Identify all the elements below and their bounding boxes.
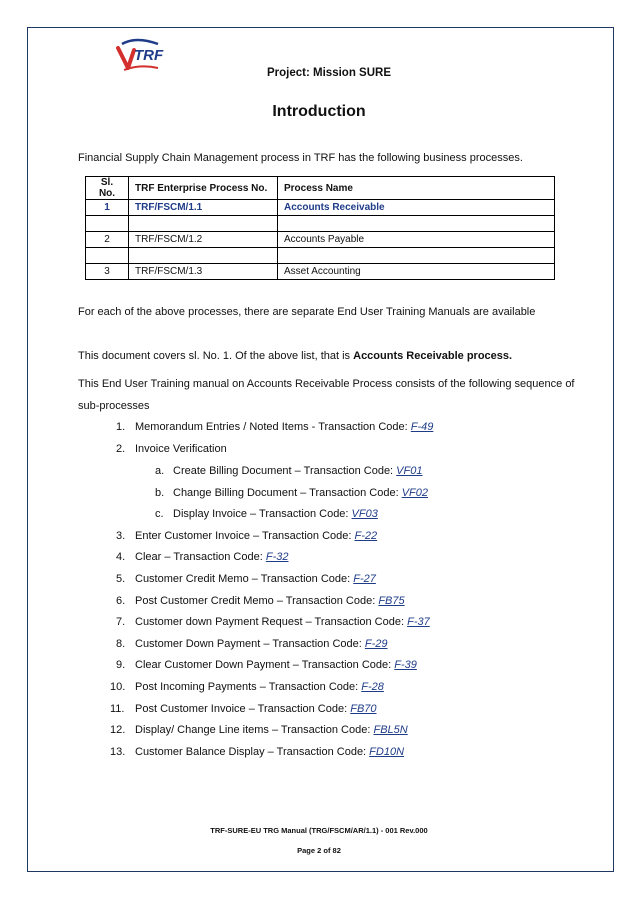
item-number: 13.: [110, 746, 126, 758]
cell-sl: 3: [86, 264, 129, 280]
transaction-code-link[interactable]: F-28: [361, 681, 384, 693]
table-row: [86, 216, 555, 232]
paragraph-sequence-line2: sub-processes: [78, 400, 150, 412]
list-item: [155, 464, 422, 478]
cell-process-no: TRF/FSCM/1.2: [129, 232, 278, 248]
item-number: 2.: [116, 443, 126, 455]
list-item: [110, 745, 404, 759]
item-number: 12.: [110, 724, 126, 736]
item-text: Display/ Change Line items – Transaction Code:: [135, 724, 374, 736]
transaction-code-link[interactable]: F-32: [265, 551, 289, 563]
cell-process-no: TRF/FSCM/1.3: [129, 264, 278, 280]
paragraph-sequence-line1: This End User Training manual on Accounts Receivable Process consists of the following sequence of: [78, 378, 575, 390]
transaction-code-link[interactable]: F-27: [353, 573, 376, 585]
table-row: [86, 232, 555, 248]
item-text: Create Billing Document – Transaction Code:: [173, 465, 397, 477]
item-number: 3.: [116, 530, 126, 542]
item-number: 8.: [116, 638, 126, 650]
list-item: [155, 486, 428, 500]
cell-sl: 2: [86, 232, 129, 248]
transaction-code-link[interactable]: F-39: [394, 659, 417, 671]
project-title: Project: Mission SURE: [267, 67, 391, 79]
list-item: [116, 615, 430, 629]
paragraph-manuals: For each of the above processes, there are separate End User Training Manuals are available: [78, 306, 536, 318]
list-item: [110, 680, 384, 694]
scope-prefix: This document covers sl. No. 1. Of the above list, that is: [78, 350, 354, 362]
table-row: [86, 264, 555, 280]
transaction-code-link[interactable]: VF02: [401, 487, 428, 499]
cell-sl: [86, 248, 129, 264]
item-number: 6.: [116, 595, 126, 607]
item-text: Customer Credit Memo – Transaction Code:: [135, 573, 354, 585]
list-item: [116, 658, 417, 672]
item-text: Customer Down Payment – Transaction Code:: [135, 638, 365, 650]
footer-page-number: Page 2 of 82: [297, 846, 341, 855]
transaction-code-link[interactable]: FB75: [378, 595, 405, 607]
table-header-row: [86, 177, 555, 200]
item-number: c.: [155, 508, 164, 520]
cell-process-no: [129, 216, 278, 232]
cell-process-name: [278, 216, 555, 232]
item-number: b.: [155, 487, 165, 499]
list-item: [155, 507, 378, 521]
transaction-code-link[interactable]: FBL5N: [373, 724, 408, 736]
item-text: Enter Customer Invoice – Transaction Code:: [135, 530, 355, 542]
item-number: 9.: [116, 659, 126, 671]
list-item: [116, 420, 433, 434]
item-number: 7.: [116, 616, 126, 628]
transaction-code-link[interactable]: VF01: [396, 465, 423, 477]
list-item: [116, 442, 227, 456]
table-row: [86, 200, 555, 216]
footer-doc-ref: TRF-SURE-EU TRG Manual (TRG/FSCM/AR/1.1) - 001 Rev.000: [210, 826, 428, 835]
list-item: [116, 572, 376, 586]
list-item: [110, 702, 377, 716]
item-text: Post Customer Credit Memo – Transaction Code:: [135, 595, 379, 607]
column-header-process-no: TRF Enterprise Process No.: [129, 177, 278, 200]
item-number: 10.: [110, 681, 126, 693]
item-number: 11.: [110, 703, 125, 715]
logo-text: TRF: [134, 47, 164, 64]
cell-sl: 1: [86, 200, 129, 216]
paragraph-scope: [78, 349, 512, 363]
table-row: [86, 248, 555, 264]
item-text: Customer down Payment Request – Transaction Code:: [135, 616, 408, 628]
item-number: a.: [155, 465, 165, 477]
item-number: 5.: [116, 573, 126, 585]
cell-process-name: Accounts Receivable: [278, 200, 555, 216]
list-item: [116, 529, 377, 543]
item-text: Post Customer Invoice – Transaction Code:: [135, 703, 351, 715]
cell-process-no: [129, 248, 278, 264]
transaction-code-link[interactable]: F-22: [354, 530, 378, 542]
item-text: Invoice Verification: [135, 443, 227, 455]
item-text: Clear – Transaction Code:: [135, 551, 266, 563]
item-number: 1.: [116, 421, 126, 433]
transaction-code-link[interactable]: F-37: [407, 616, 430, 628]
cell-process-name: [278, 248, 555, 264]
cell-process-no: TRF/FSCM/1.1: [129, 200, 278, 216]
item-text: Change Billing Document – Transaction Code:: [173, 487, 402, 499]
transaction-code-link[interactable]: VF03: [351, 508, 378, 520]
item-text: Post Incoming Payments – Transaction Code:: [135, 681, 362, 693]
item-text: Display Invoice – Transaction Code:: [173, 508, 352, 520]
process-table: [85, 176, 555, 280]
list-item: [116, 637, 388, 651]
item-number: 4.: [116, 551, 126, 563]
page-title: Introduction: [272, 103, 366, 120]
scope-bold: Accounts Receivable process.: [353, 350, 513, 362]
transaction-code-link[interactable]: FD10N: [369, 746, 405, 758]
item-text: Customer Balance Display – Transaction Code:: [135, 746, 370, 758]
cell-process-name: Accounts Payable: [278, 232, 555, 248]
intro-text: Financial Supply Chain Management process in TRF has the following business processes.: [78, 152, 523, 164]
column-header-sl: Sl. No.: [86, 177, 129, 200]
list-item: [110, 723, 408, 737]
item-text: Memorandum Entries / Noted Items - Transaction Code:: [135, 421, 411, 433]
transaction-code-link[interactable]: F-49: [410, 421, 434, 433]
cell-sl: [86, 216, 129, 232]
list-item: [116, 594, 405, 608]
list-item: [116, 550, 288, 564]
cell-process-name: Asset Accounting: [278, 264, 555, 280]
transaction-code-link[interactable]: FB70: [350, 703, 377, 715]
column-header-process-name: Process Name: [278, 177, 555, 200]
transaction-code-link[interactable]: F-29: [364, 638, 388, 650]
item-text: Clear Customer Down Payment – Transaction Code:: [135, 659, 395, 671]
